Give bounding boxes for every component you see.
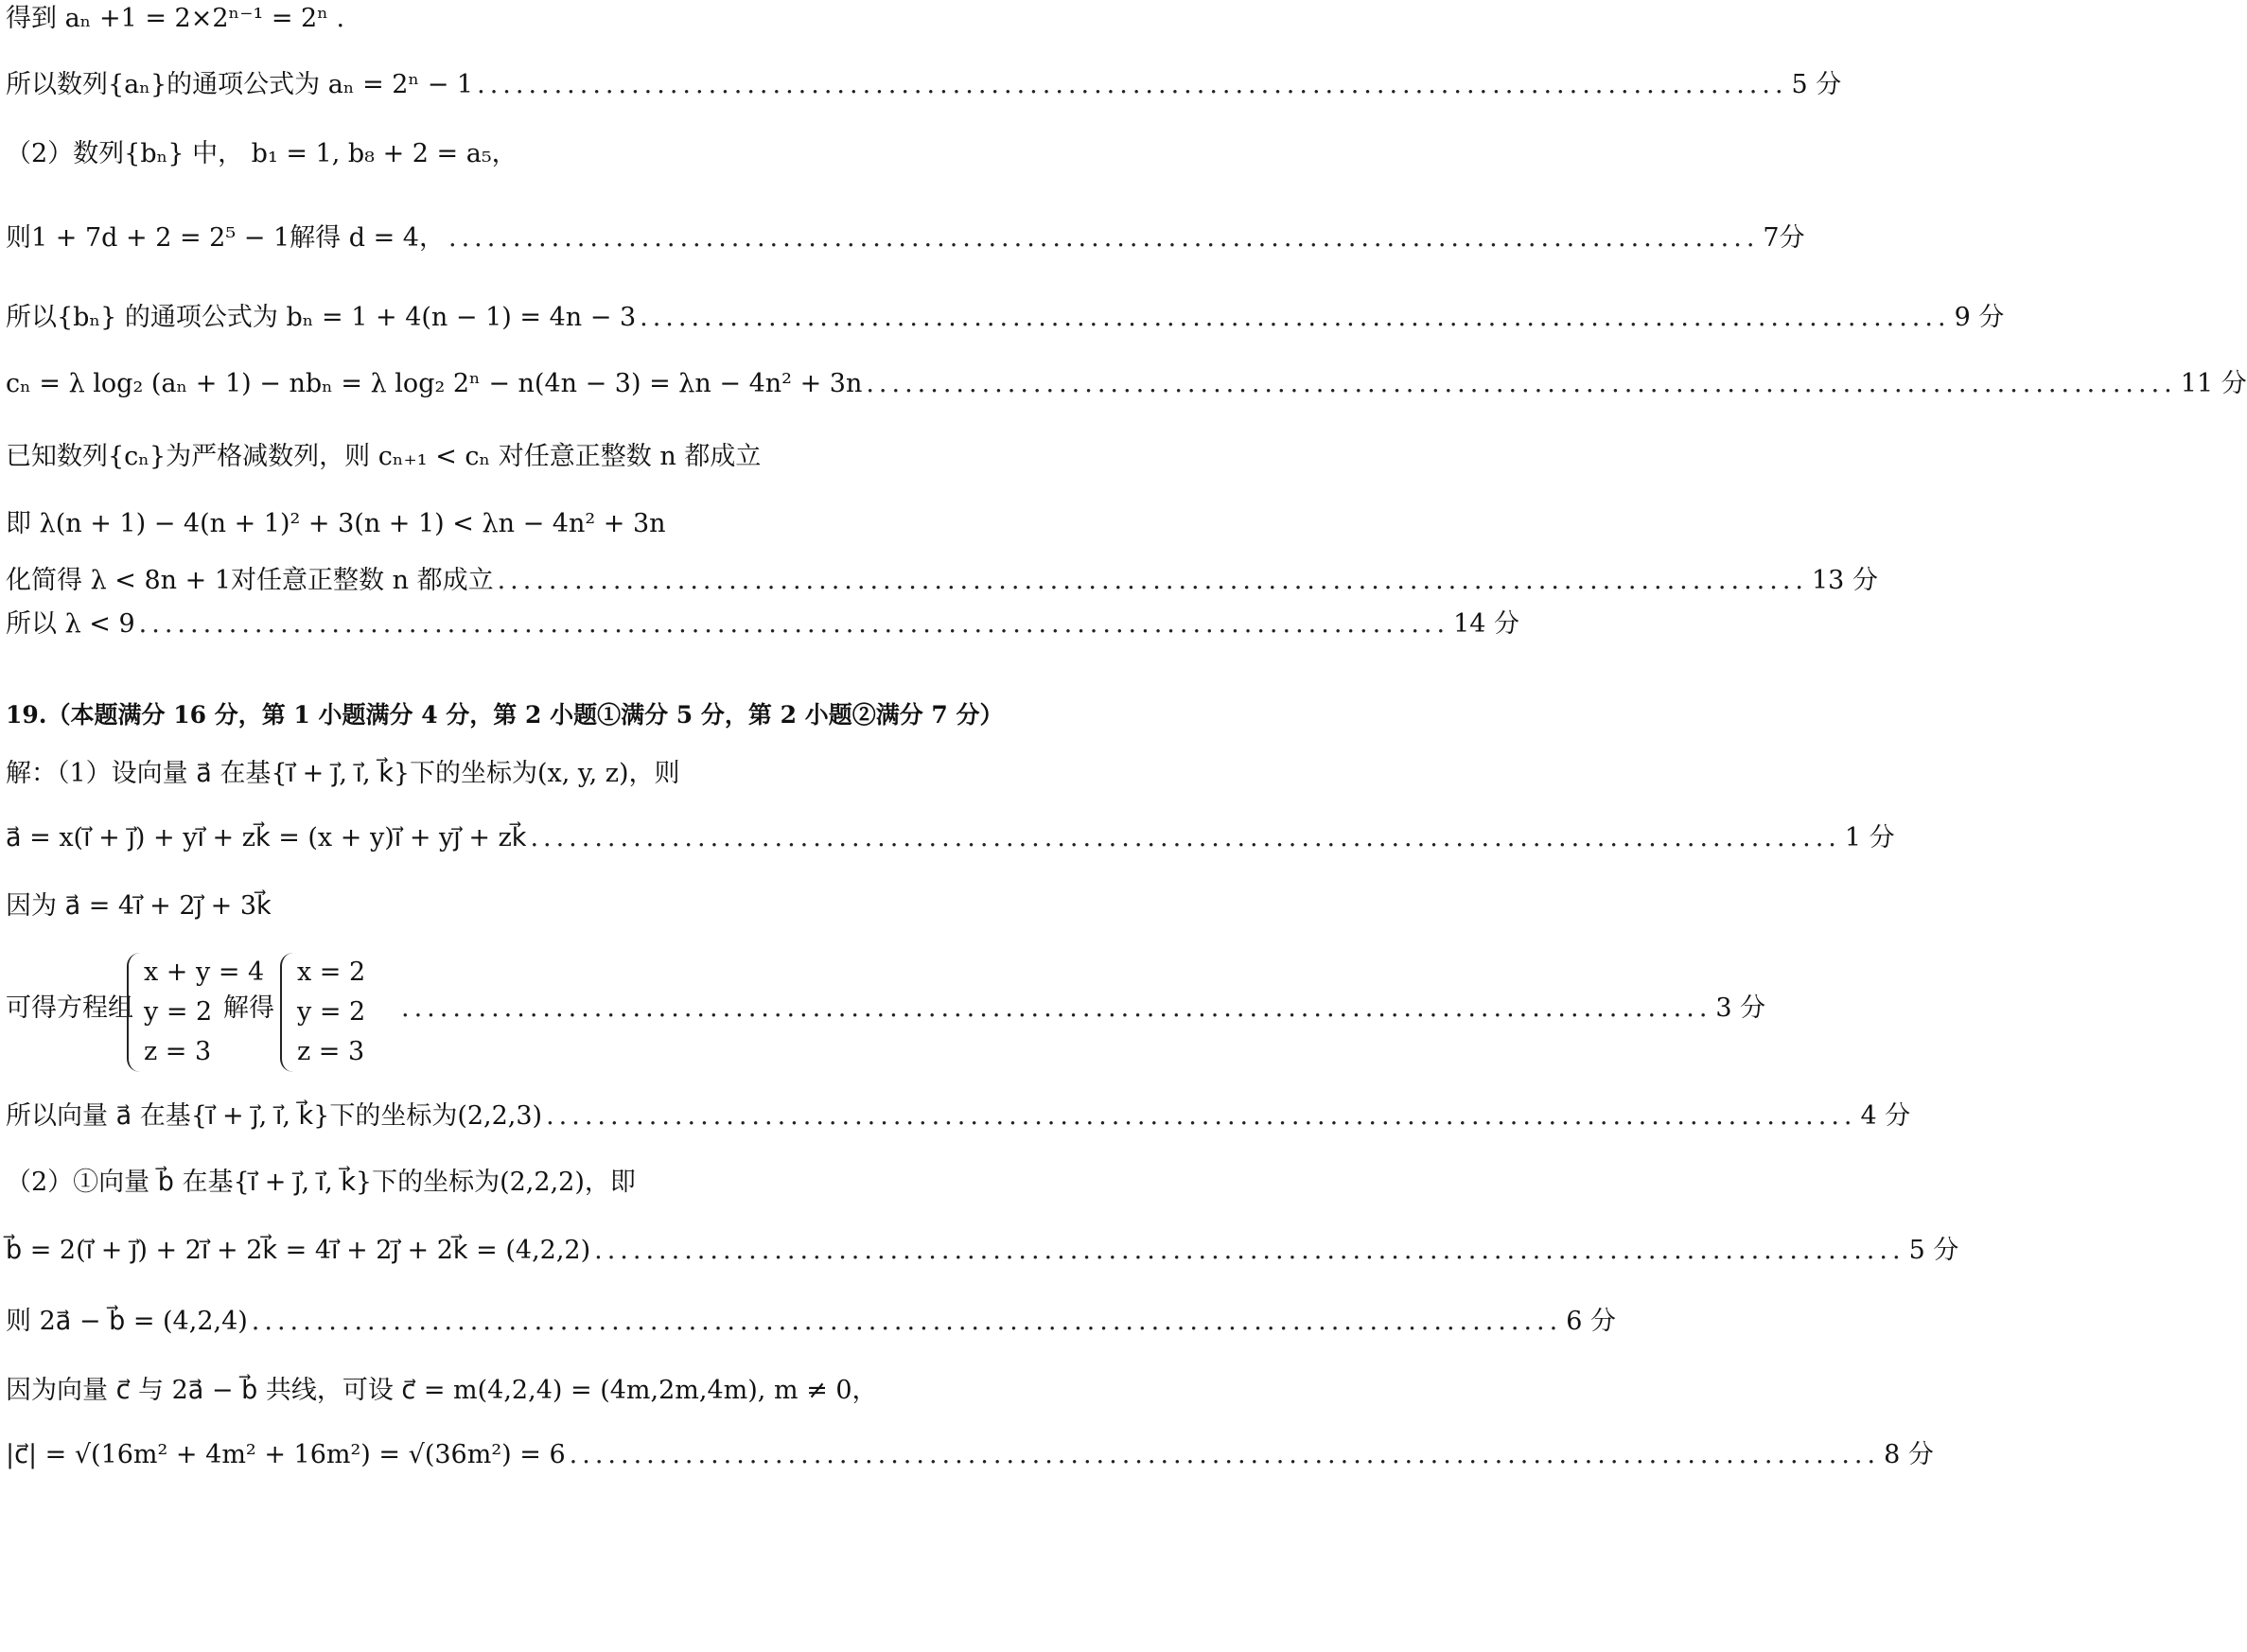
line-text: 化简得 λ < 8n + 1对任意正整数 n 都成立 [6, 566, 494, 595]
dot-leader: ...................................................................................................... [866, 369, 2177, 398]
text-line [6, 137, 984, 171]
equation: y = 2 [297, 997, 366, 1027]
dot-leader: ...................................................................................................... [530, 823, 1841, 852]
equation: z = 3 [144, 1037, 212, 1066]
score-label: 8 分 [1884, 1440, 1934, 1469]
equation-system [280, 953, 365, 1072]
dot-leader: ...................................................................................................... [138, 609, 1450, 639]
line-text: （2）数列{bₙ} 中， b₁ = 1, b₈ + 2 = a₅， [6, 139, 518, 168]
dot-leader: ...................................................................................................... [401, 993, 1712, 1023]
scored-line [397, 992, 1766, 1026]
line-text: 可得方程组 [6, 993, 133, 1023]
scored-line [6, 821, 1895, 855]
dot-leader: ...................................................................................................... [640, 303, 1951, 332]
line-text: 则1 + 7d + 2 = 2⁵ − 1解得 d = 4， [6, 223, 445, 253]
equation: x = 2 [297, 958, 366, 987]
scored-line [6, 221, 1805, 255]
line-text: 因为向量 c⃗ 与 2a⃗ − b⃗ 共线，可设 c⃗ = m(4,2,4) = (4m,2m,4m), m ≠ 0， [6, 1376, 878, 1405]
score-label: 5 分 [1791, 70, 1842, 99]
scored-line [6, 1234, 1959, 1268]
scored-line [6, 367, 2247, 401]
question-heading [6, 698, 1018, 732]
line-text: 即 λ(n + 1) − 4(n + 1)² + 3(n + 1) < λn − 4n² + 3n [6, 509, 666, 538]
scored-line [6, 68, 1842, 102]
line-text: a⃗ = x(i⃗ + j⃗) + yi⃗ + zk⃗ = (x + y)i⃗ + yj⃗ + zk⃗ [6, 823, 527, 852]
line-text: 因为 a⃗ = 4i⃗ + 2j⃗ + 3k⃗ [6, 891, 272, 921]
scored-line [6, 1438, 1934, 1472]
scored-line [6, 1099, 1911, 1134]
score-label: 5 分 [1908, 1236, 1959, 1265]
line-text: |c⃗| = √(16m² + 4m² + 16m²) = √(36m²) = 6 [6, 1440, 566, 1469]
equation: z = 3 [297, 1037, 365, 1066]
dot-leader: ...................................................................................................... [497, 566, 1808, 595]
line-text: cₙ = λ log₂ (aₙ + 1) − nbₙ = λ log₂ 2ⁿ − n(4n − 3) = λn − 4n² + 3n [6, 369, 863, 398]
dot-leader: ...................................................................................................... [594, 1236, 1905, 1265]
dot-leader: ...................................................................................................... [477, 70, 1788, 99]
score-label: 14 分 [1453, 609, 1520, 639]
score-label: 4 分 [1860, 1101, 1911, 1131]
text-line [6, 2, 984, 36]
line-text: 所以向量 a⃗ 在基{i⃗ + j⃗, i⃗, k⃗}下的坐标为(2,2,3) [6, 1101, 543, 1131]
score-label: 1 分 [1844, 823, 1895, 852]
text-line [6, 440, 984, 474]
scored-line [6, 564, 1878, 598]
score-label: 9 分 [1954, 303, 2005, 332]
scored-line [6, 1305, 1616, 1339]
line-text: 解得 [223, 993, 274, 1023]
line-text: 已知数列{cₙ}为严格减数列，则 cₙ₊₁ < cₙ 对任意正整数 n 都成立 [6, 442, 762, 471]
score-label: 7分 [1763, 223, 1805, 253]
text-line [6, 1374, 984, 1408]
scored-line [6, 301, 2005, 335]
line-text: 则 2a⃗ − b⃗ = (4,2,4) [6, 1307, 248, 1336]
line-text: 所以数列{aₙ}的通项公式为 aₙ = 2ⁿ − 1 [6, 70, 474, 99]
dot-leader: ...................................................................................................... [546, 1101, 1857, 1131]
text-line [6, 757, 984, 791]
equation: y = 2 [144, 997, 213, 1027]
score-label: 11 分 [2180, 369, 2247, 398]
line-text: 得到 aₙ +1 = 2×2ⁿ⁻¹ = 2ⁿ . [6, 4, 345, 33]
line-text: （2）①向量 b⃗ 在基{i⃗ + j⃗, i⃗, k⃗}下的坐标为(2,2,2)，即 [6, 1168, 636, 1197]
line-text: 19.（本题满分 16 分，第 1 小题满分 4 分，第 2 小题①满分 5 分，第 2 小题②满分 7 分） [6, 701, 1004, 729]
dot-leader: ...................................................................................................... [448, 223, 1760, 253]
text-line [6, 507, 984, 541]
equation: x + y = 4 [144, 958, 265, 987]
line-text: 所以 λ < 9 [6, 609, 135, 639]
dot-leader: ...................................................................................................... [569, 1440, 1881, 1469]
line-text: b⃗ = 2(i⃗ + j⃗) + 2i⃗ + 2k⃗ = 4i⃗ + 2j⃗ + 2k⃗ = (4,2,2) [6, 1236, 591, 1265]
text-line [6, 889, 984, 923]
line-text: 解：（1）设向量 a⃗ 在基{i⃗ + j⃗, i⃗, k⃗}下的坐标为(x, y, z)，则 [6, 759, 680, 788]
line-text: 所以{bₙ} 的通项公式为 bₙ = 1 + 4(n − 1) = 4n − 3 [6, 303, 637, 332]
score-label: 3 分 [1715, 993, 1766, 1023]
score-label: 13 分 [1812, 566, 1878, 595]
score-label: 6 分 [1566, 1307, 1616, 1336]
text-line [6, 1166, 984, 1200]
dot-leader: ...................................................................................................... [251, 1307, 1563, 1336]
scored-line [6, 607, 1520, 641]
